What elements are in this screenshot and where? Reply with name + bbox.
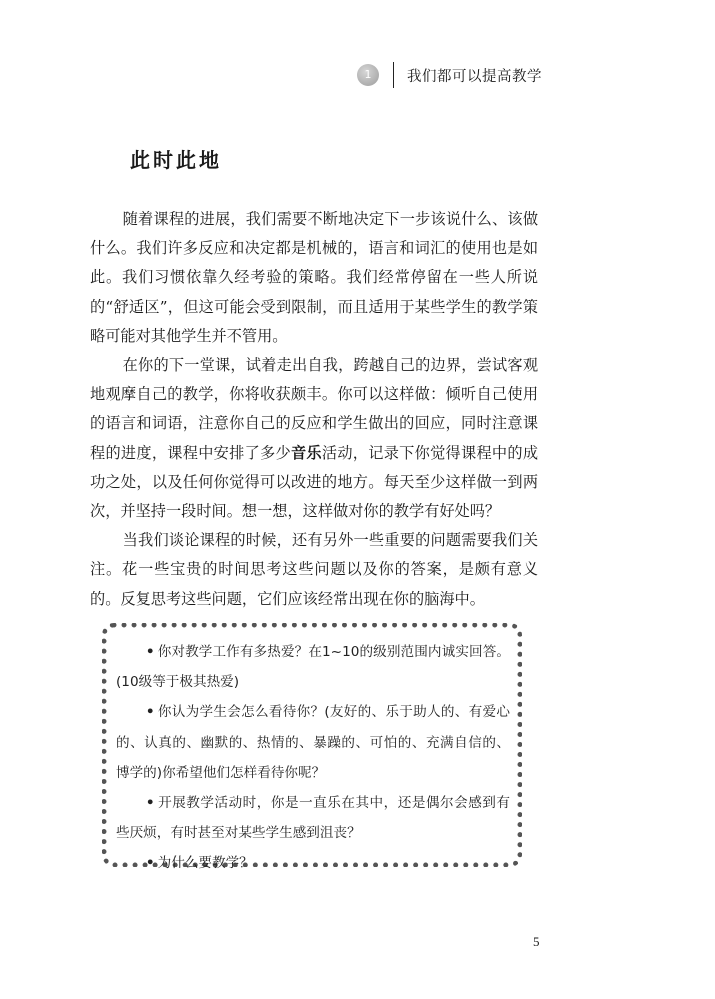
bullet-icon: • [145, 704, 155, 721]
paragraph-2 [90, 351, 538, 526]
question-item [116, 788, 510, 848]
question-box [102, 623, 522, 872]
body-text [90, 205, 538, 614]
chapter-title: 我们都可以提高教学 [407, 69, 542, 85]
question-text: 你认为学生会怎么看待你？(友好的、乐于助人的、有爱心的、认真的、幽默的、热情的、暴躁的、可怕的、充满自信的、博学的)你希望他们怎样看待你呢？ [116, 704, 510, 781]
paragraph-2-part-1: 在你的下一堂课，试着走出自我，跨越自己的边界，尝试客观地观摩自己的教学，你将收获颇丰。你可以这样做：倾听自己使用的语言和词语，注意你自己的反应和学生做出的回应，同时注意课程的进度，课程中安排了多少 [90, 356, 538, 462]
paragraph-3: 当我们谈论课程的时候，还有另外一些重要的问题需要我们关注。花一些宝贵的时间思考这些问题以及你的答案，是颇有意义的。反复思考这些问题，它们应该经常出现在你的脑海中。 [90, 531, 538, 608]
section-title: 此时此地 [130, 148, 222, 172]
question-text: 你对教学工作有多热爱？在1~10的级别范围内诚实回答。(10级等于极其热爱) [116, 644, 510, 691]
chapter-number-badge: 1 [357, 64, 379, 86]
question-text: 为什么要教学？ [157, 855, 253, 872]
paragraph-1: 随着课程的进展，我们需要不断地决定下一步该说什么、该做什么。我们许多反应和决定都是机械的，语言和词汇的使用也是如此。我们习惯依靠久经考验的策略。我们经常停留在一些人所说的“舒适区”，但这可能会受到限制，而且适用于某些学生的教学策略可能对其他学生并不管用。 [90, 210, 538, 345]
running-header [0, 60, 715, 90]
bullet-icon: • [145, 855, 155, 872]
question-list [116, 637, 510, 879]
question-text: 开展教学活动时，你是一直乐在其中，还是偶尔会感到有些厌烦，有时甚至对某些学生感到沮丧？ [116, 795, 510, 842]
bullet-icon: • [145, 644, 155, 660]
page-number: 5 [533, 934, 540, 949]
question-item [116, 637, 510, 697]
paragraph-2-part-2: 活动，记录下你觉得课程中的成功之处，以及任何你觉得可以改进的地方。每天至少这样做一到两次，并坚持一段时间。想一想，这样做对你的教学有好处吗？ [90, 443, 539, 521]
bullet-icon: • [145, 795, 155, 812]
highlighted-term: 音乐 [290, 443, 322, 462]
header-divider [393, 62, 394, 88]
question-item [116, 848, 510, 878]
question-item [116, 697, 510, 788]
